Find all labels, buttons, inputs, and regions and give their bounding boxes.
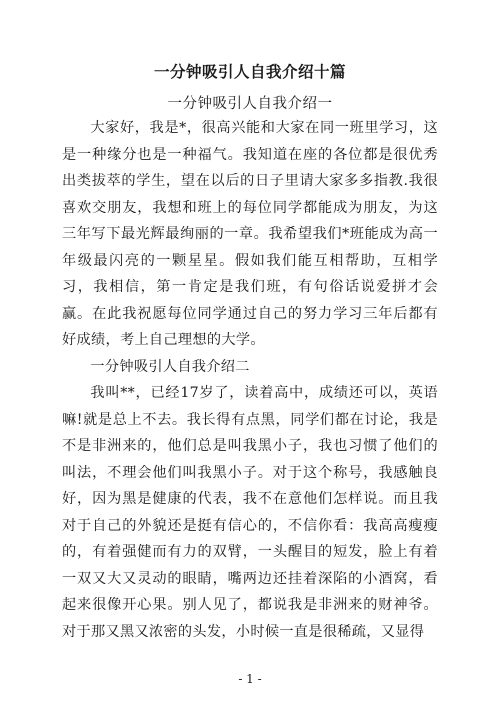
paragraph-2: 我叫**，已经17岁了，读着高中，成绩还可以，英语嘛!就是总上不去。我长得有点黑，同学们都在讨论，我是不是非洲来的，他们总是叫我黑小子，我也习惯了他们的叫法，不理会他们叫我黑小子。对于这个称号，我感触良好，因为黑是健康的代表，我不在意他们怎样说。而且我对于自己的外貌还是挺有信心的，不信你看：我高高瘦瘦的，有着强健而有力的双臂，一头醒目的短发，脸上有着一双又大又灵动的眼睛，嘴两边还挂着深陷的小酒窝，看起来很像开心果。别人见了，都说我是非洲来的财神爷。对于那又黑又浓密的头发，小时候一直是很稀疏，又显得	[62, 385, 438, 640]
section-heading-1: 一分钟吸引人自我介绍一	[167, 96, 333, 112]
section-heading-2: 一分钟吸引人自我介绍二	[90, 358, 250, 375]
document-body	[62, 115, 438, 645]
document-title: 一分钟吸引人自我介绍十篇	[153, 62, 346, 81]
paragraph-1: 大家好，我是*，很高兴能和大家在同一班里学习，这是一种缘分也是一种福气。我知道在座的各位都是很优秀出类拔萃的学生，望在以后的日子里请大家多多指教.我很喜欢交朋友，我想和班上的每位同学都能成为朋友，为这三年写下最光辉最绚丽的一章。我希望我们*班能成为高一年级最闪亮的一颗星星。假如我们能互相帮助，互相学习，我相信，第一肯定是我们班，有句俗话说爱拼才会赢。在此我祝愿每位同学通过自己的努力学习三年后都有好成绩，考上自己理想的大学。	[62, 120, 438, 348]
page-number: - 1 -	[238, 672, 262, 686]
